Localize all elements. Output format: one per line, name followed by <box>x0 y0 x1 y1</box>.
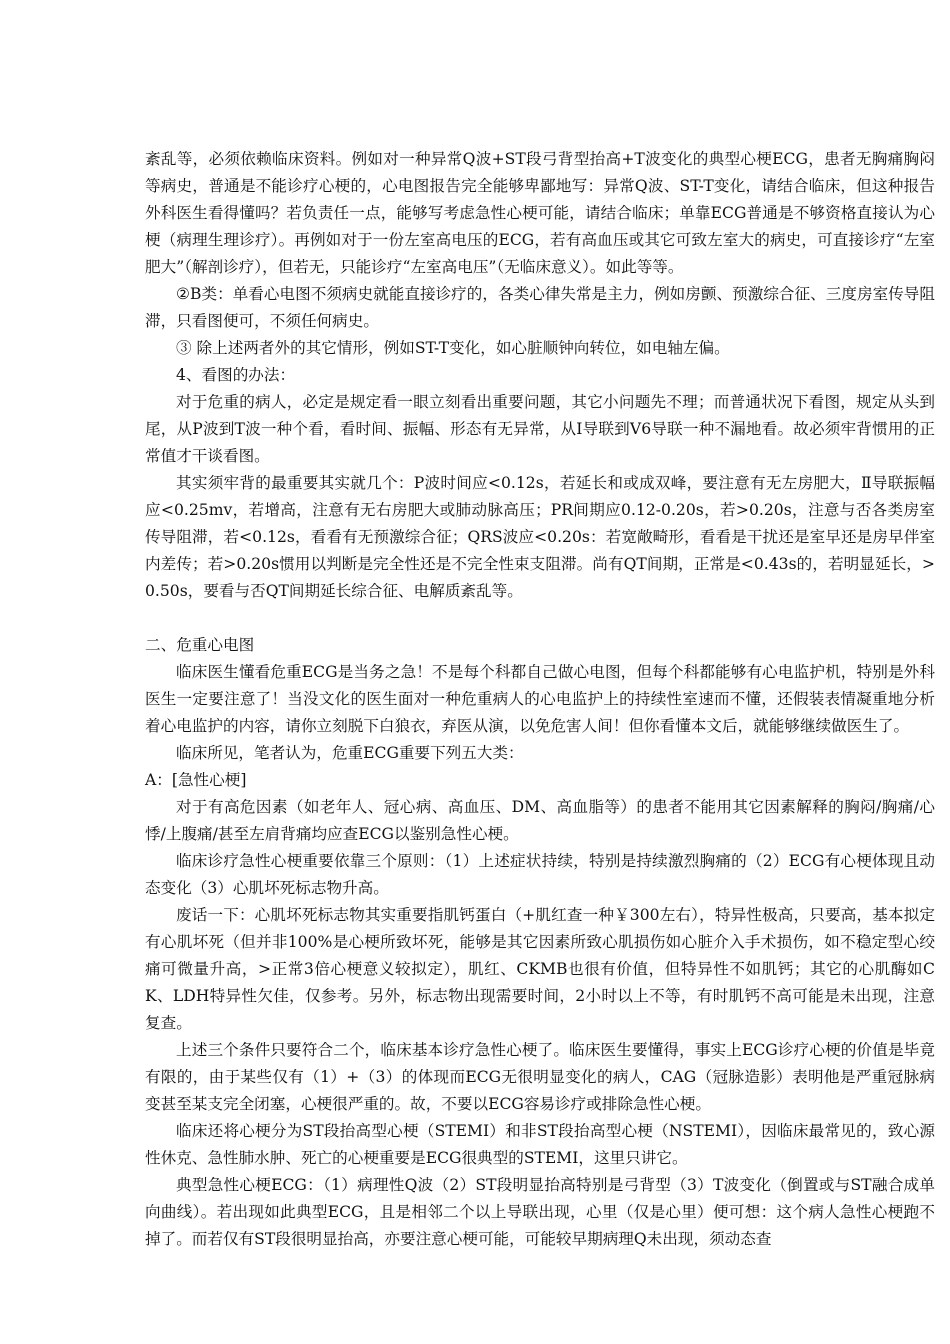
paragraph-spacer <box>145 605 935 632</box>
body-paragraph: 其实须牢背的最重要其实就几个：P波时间应<0.12s，若延长和或成双峰，要注意有无左房肥大，Ⅱ导联振幅应<0.25mv，若增高，注意有无右房肥大或肺动脉高压；PR间期应0.12-0.20s，若>0.20s，注意与否各类房室传导阻滞，若<0.12s，看看有无预激综合征；QRS波应<0.20s：若宽敞畸形，看看是干扰还是室早还是房早伴室内差传；若>0.20s惯用以判断是完全性还是不完全性束支阻滞。尚有QT间期，正常是<0.43s的，若明显延长，>0.50s，要看与否QT间期延长综合征、电解质紊乱等。 <box>145 474 935 600</box>
body-paragraph: 上述三个条件只要符合二个，临床基本诊疗急性心梗了。临床医生要懂得，事实上ECG诊疗心梗的价值是毕竟有限的，由于某些仅有（1）+（3）的体现而ECG无很明显变化的病人，CAG（冠脉造影）表明他是严重冠脉病变甚至某支完全闭塞，心梗很严重的。故，不要以ECG容易诊疗或排除急性心梗。 <box>145 1041 935 1113</box>
body-paragraph: A：[急性心梗] <box>145 771 247 789</box>
body-paragraph: 废话一下：心肌坏死标志物其实重要指肌钙蛋白（+肌红查一种￥300左右），特异性极高，只要高，基本拟定有心肌坏死（但并非100%是心梗所致坏死，能够是其它因素所致心肌损伤如心脏介入手术损伤，如不稳定型心绞痛可微量升高，>正常3倍心梗意义较拟定），肌红、CKMB也很有价值，但特异性不如肌钙；其它的心肌酶如CK、LDH特异性欠佳，仅参考。另外，标志物出现需要时间，2小时以上不等，有时肌钙不高可能是未出现，注意复查。 <box>145 906 935 1032</box>
section-heading: 二、危重心电图 <box>145 636 255 654</box>
body-paragraph: 典型急性心梗ECG：（1）病理性Q波（2）ST段明显抬高特别是弓背型（3）T波变化（倒置或与ST融合成单向曲线）。若出现如此典型ECG，且是相邻二个以上导联出现，心里（仅是心里）便可想：这个病人急性心梗跑不掉了。而若仅有ST段很明显抬高，亦要注意心梗可能，可能较早期病理Q未出现，须动态查 <box>145 1176 935 1248</box>
body-paragraph: 临床诊疗急性心梗重要依靠三个原则：（1）上述症状持续，特别是持续激烈胸痛的（2）ECG有心梗体现且动态变化（3）心肌坏死标志物升高。 <box>145 852 935 897</box>
body-paragraph: 对于危重的病人，必定是规定看一眼立刻看出重要问题，其它小问题先不理；而普通状况下看图，规定从头到尾，从P波到T波一种个看，看时间、振幅、形态有无异常，从Ⅰ导联到V6导联一种不漏地看。故必须牢背惯用的正常值才干谈看图。 <box>145 393 935 465</box>
body-paragraph: ②B类：单看心电图不须病史就能直接诊疗的，各类心律失常是主力，例如房颤、预激综合征、三度房室传导阻滞，只看图便可，不须任何病史。 <box>145 285 935 330</box>
body-paragraph: ③ 除上述两者外的其它情形，例如ST-T变化，如心脏顺钟向转位，如电轴左偏。 <box>176 339 730 357</box>
body-paragraph: 紊乱等，必须依赖临床资料。例如对一种异常Q波+ST段弓背型抬高+T波变化的典型心梗ECG，患者无胸痛胸闷等病史，普通是不能诊疗心梗的，心电图报告完全能够卑鄙地写：异常Q波、ST-T变化，请结合临床，但这种报告外科医生看得懂吗？若负责任一点，能够写考虑急性心梗可能，请结合临床；单靠ECG普通是不够资格直接认为心梗（病理生理诊疗）。再例如对于一份左室高电压的ECG，若有高血压或其它可致左室大的病史，可直接诊疗“左室肥大”（解剖诊疗），但若无，只能诊疗“左室高电压”（无临床意义）。如此等等。 <box>145 150 935 276</box>
body-paragraph: 4、看图的办法： <box>176 366 296 384</box>
body-paragraph: 临床所见，笔者认为，危重ECG重要下列五大类： <box>176 744 524 762</box>
body-paragraph: 临床医生懂看危重ECG是当务之急！不是每个科都自己做心电图，但每个科都能够有心电监护机，特别是外科医生一定要注意了！当没文化的医生面对一种危重病人的心电监护上的持续性室速而不懂，还假装表情凝重地分析着心电监护的内容，请你立刻脱下白狼衣，弃医从演，以免危害人间！但你看懂本文后，就能够继续做医生了。 <box>145 663 935 735</box>
body-paragraph: 对于有高危因素（如老年人、冠心病、高血压、DM、高血脂等）的患者不能用其它因素解释的胸闷/胸痛/心悸/上腹痛/甚至左肩背痛均应查ECG以鉴别急性心梗。 <box>145 798 935 843</box>
body-paragraph: 临床还将心梗分为ST段抬高型心梗（STEMI）和非ST段抬高型心梗（NSTEMI），因临床最常见的，致心源性休克、急性肺水肿、死亡的心梗重要是ECG很典型的STEMI，这里只讲它。 <box>145 1122 935 1167</box>
document-body <box>145 146 935 1253</box>
